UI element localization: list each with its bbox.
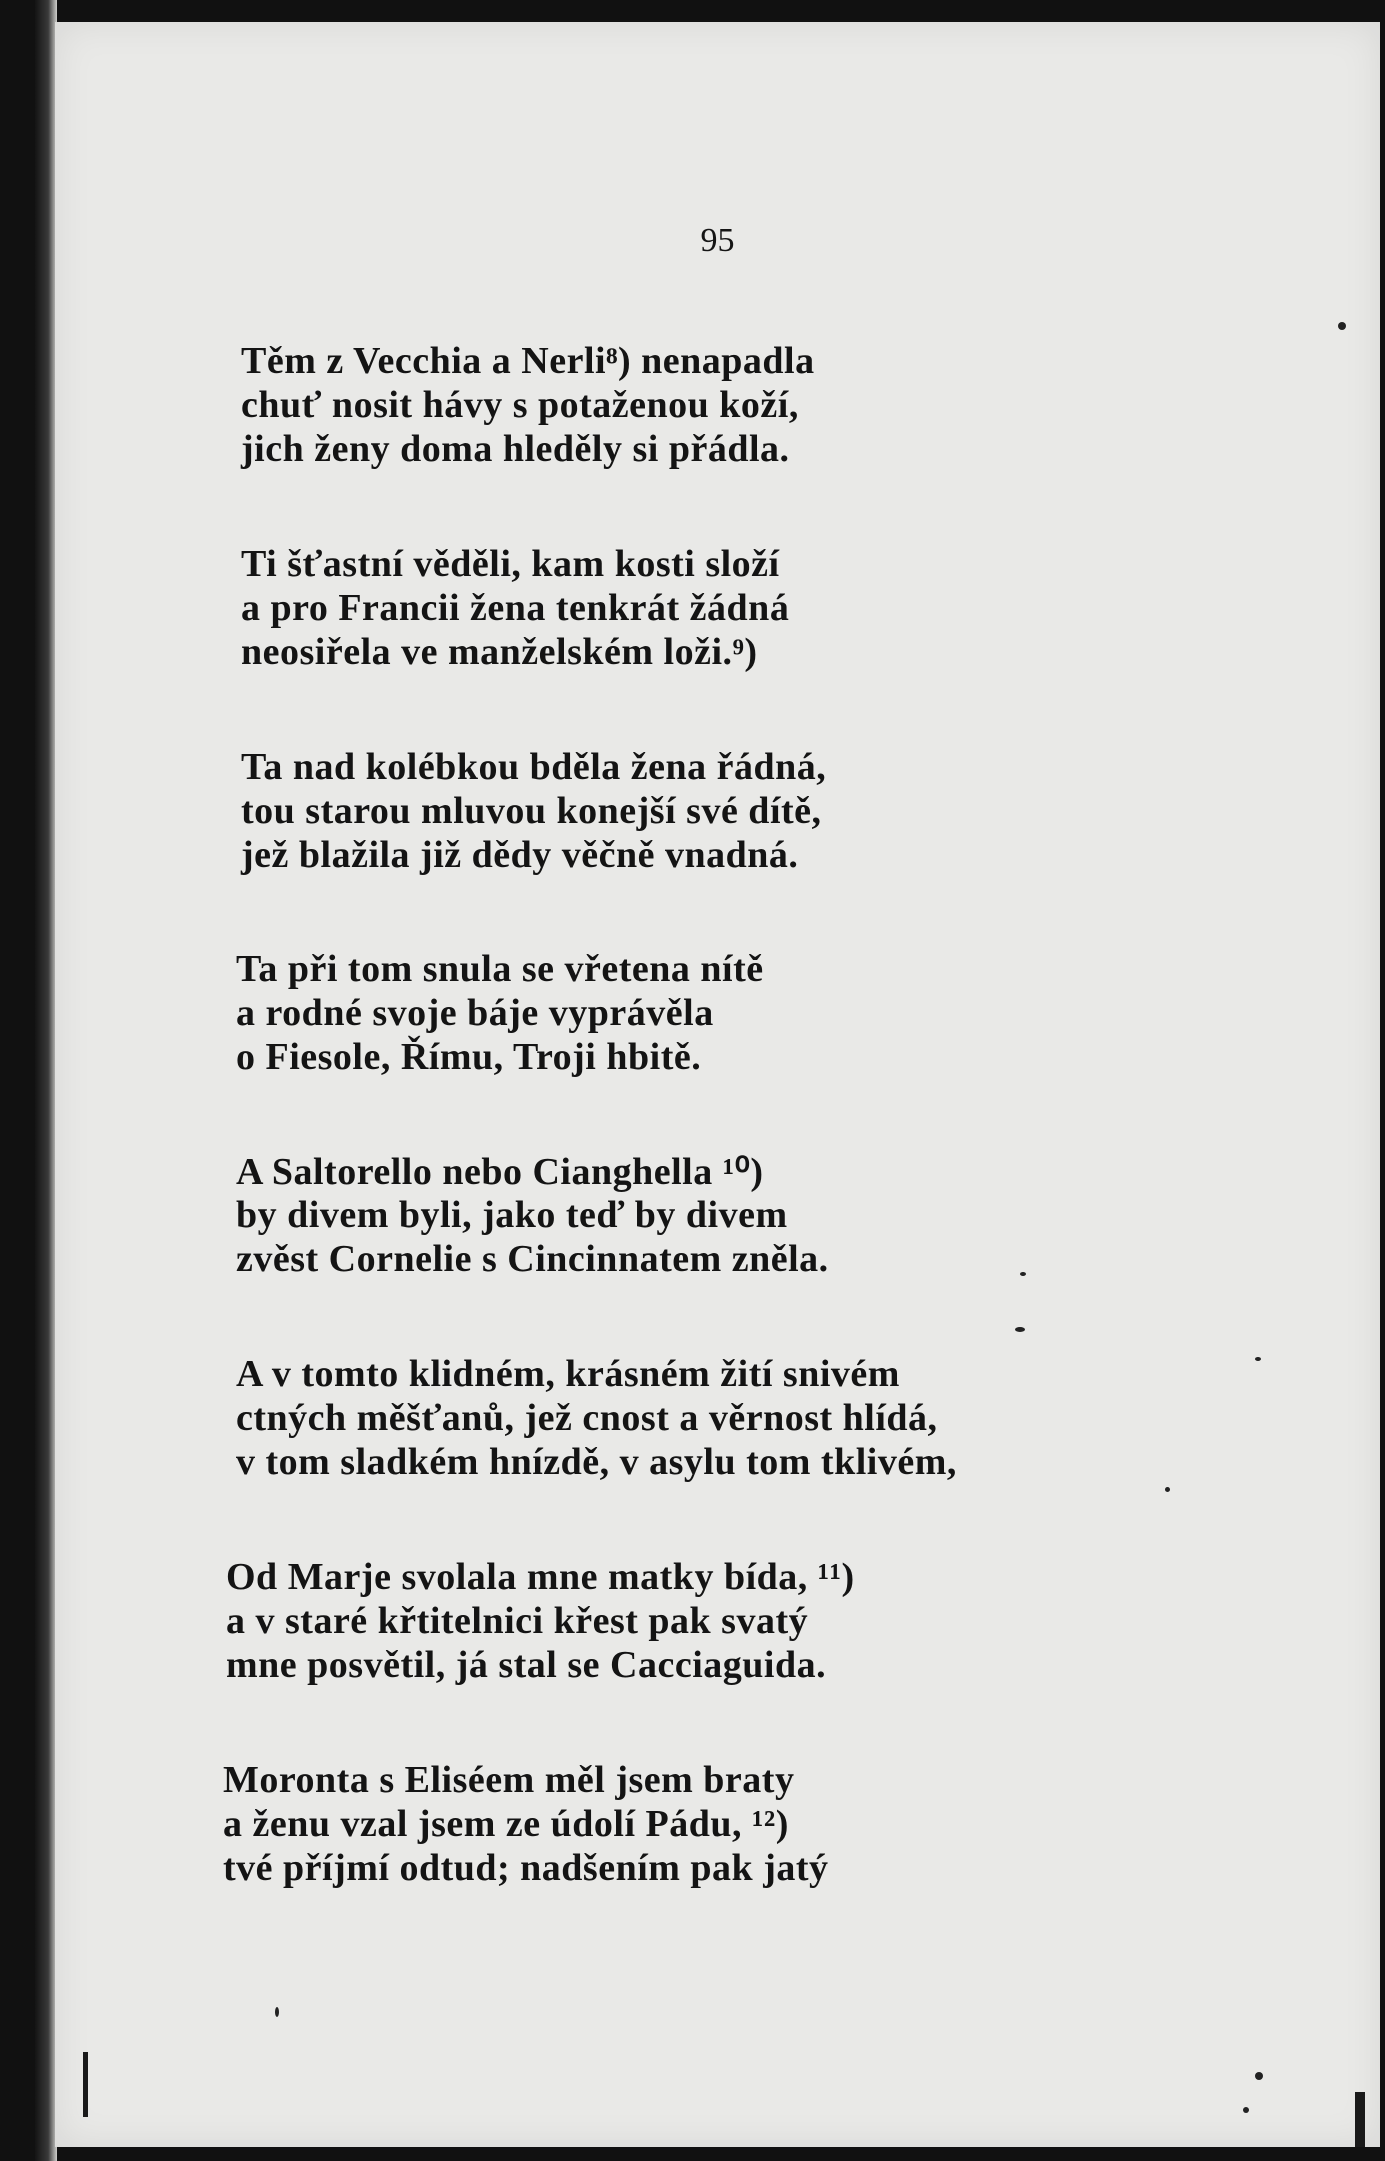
poem-line: A v tomto klidném, krásném žití snivém bbox=[236, 1353, 900, 1395]
scan-speck bbox=[1255, 1357, 1261, 1361]
page-number: 95 bbox=[700, 222, 735, 259]
poem-line: a rodné svoje báje vyprávěla bbox=[236, 992, 714, 1034]
poem-line: a ženu vzal jsem ze údolí Pádu, ¹²) bbox=[223, 1803, 789, 1845]
poem-line: Moronta s Eliséem měl jsem braty bbox=[223, 1759, 795, 1801]
edge-mark bbox=[1355, 2092, 1365, 2147]
poem-line: jež blažila již dědy věčně vnadná. bbox=[241, 834, 799, 876]
poem-line: Těm z Vecchia a Nerli⁸) nenapadla bbox=[241, 340, 815, 382]
poem-line: chuť nosit hávy s potaženou koží, bbox=[241, 384, 799, 426]
poem-line: ctných měšťanů, jež cnost a věrnost hlídá, bbox=[236, 1397, 938, 1439]
poem-line: tvé příjmí odtud; nadšením pak jatý bbox=[223, 1847, 829, 1889]
page-gutter-shadow bbox=[35, 0, 57, 2161]
poem-line: a v staré křtitelnici křest pak svatý bbox=[226, 1600, 809, 1642]
poem-text bbox=[55, 22, 1380, 2147]
scan-speck bbox=[1015, 1327, 1025, 1332]
poem-line: by divem byli, jako teď by divem bbox=[236, 1194, 788, 1236]
scan-speck bbox=[1243, 2107, 1249, 2113]
book-page bbox=[55, 22, 1380, 2147]
poem-line: Ta nad kolébkou bděla žena řádná, bbox=[241, 746, 827, 788]
poem-line: A Saltorello nebo Cianghella ¹⁰) bbox=[236, 1151, 764, 1193]
edge-mark bbox=[83, 2052, 88, 2117]
poem-line: jich ženy doma hleděly si přádla. bbox=[241, 428, 790, 470]
poem-line: Ti šťastní věděli, kam kosti složí bbox=[241, 543, 780, 585]
poem-line: tou starou mluvou konejší své dítě, bbox=[241, 790, 822, 832]
poem-line: v tom sladkém hnízdě, v asylu tom tklivém, bbox=[236, 1441, 957, 1483]
scan-speck bbox=[1255, 2072, 1263, 2080]
scan-speck bbox=[275, 2007, 279, 2017]
scan-speck bbox=[1165, 1487, 1170, 1492]
poem-line: neosiřela ve manželském loži.⁹) bbox=[241, 631, 758, 673]
poem-line: o Fiesole, Římu, Troji hbitě. bbox=[236, 1036, 702, 1078]
scan-speck bbox=[1020, 1272, 1026, 1276]
scan-speck bbox=[1338, 322, 1346, 330]
poem-line: Od Marje svolala mne matky bída, ¹¹) bbox=[226, 1556, 855, 1598]
poem-line: mne posvětil, já stal se Cacciaguida. bbox=[226, 1644, 827, 1686]
poem-line: Ta při tom snula se vřetena nítě bbox=[236, 948, 764, 990]
poem-line: a pro Francii žena tenkrát žádná bbox=[241, 587, 790, 629]
poem-line: zvěst Cornelie s Cincinnatem zněla. bbox=[236, 1238, 829, 1280]
